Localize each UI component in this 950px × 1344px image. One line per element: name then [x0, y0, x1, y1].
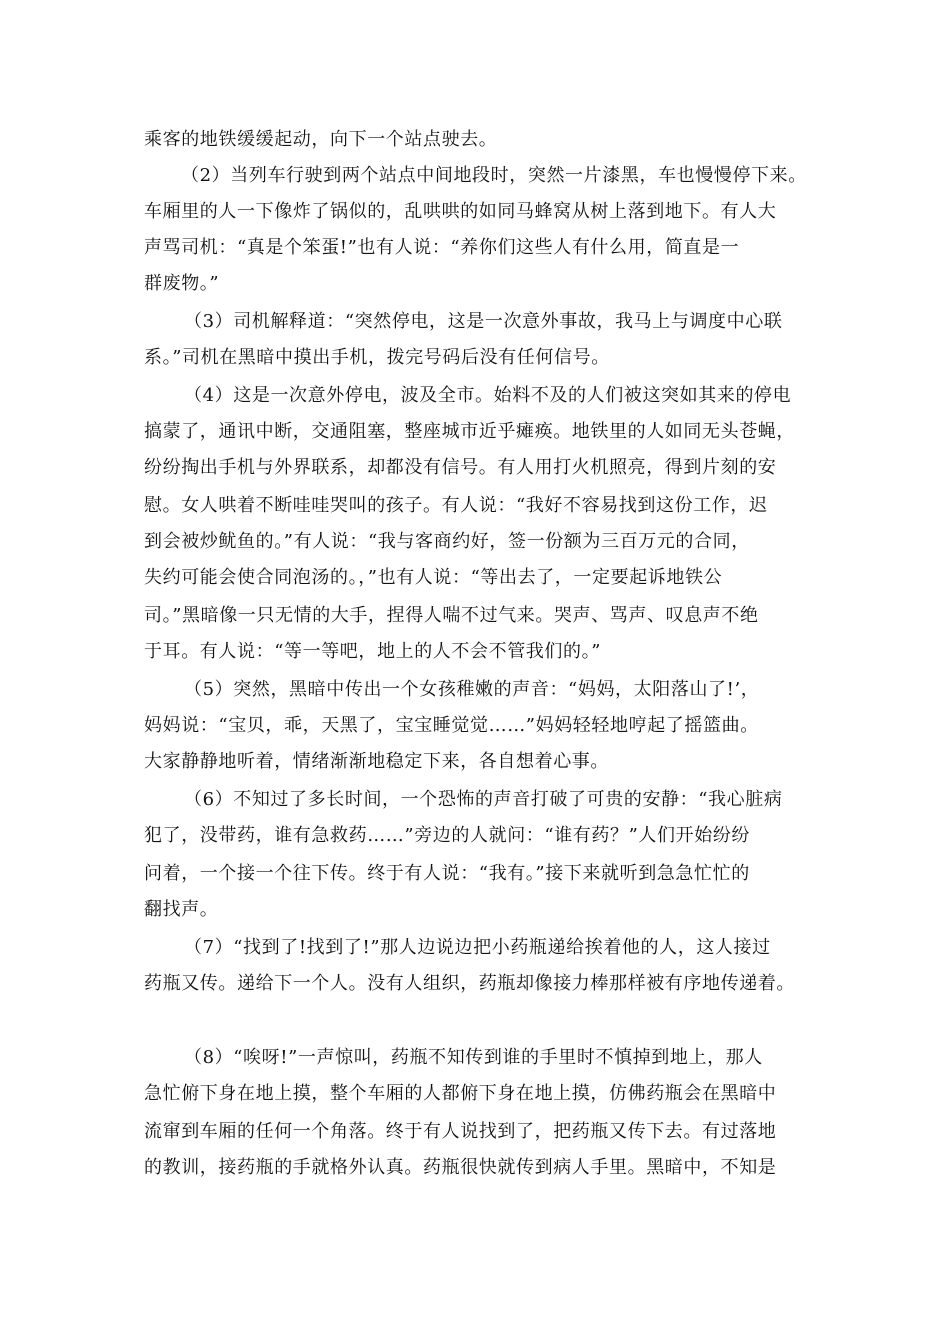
text-line: 司。”黑暗像一只无情的大手，捏得人喘不过气来。哭声、骂声、叹息声不绝 — [144, 605, 759, 626]
text-line: 系。”司机在黑暗中摸出手机，拨完号码后没有任何信号。 — [144, 347, 610, 368]
text-line: 流窜到车厢的任何一个角落。终于有人说找到了，把药瓶又传下去。有过落地 — [144, 1121, 777, 1142]
text-line: 乘客的地铁缓缓起动，向下一个站点驶去。 — [144, 129, 498, 150]
text-line: 急忙俯下身在地上摸，整个车厢的人都俯下身在地上摸，仿佛药瓶会在黑暗中 — [144, 1083, 777, 1104]
paragraph-2-first-line: （2）当列车行驶到两个站点中间地段时，突然一片漆黑，车也慢慢停下来。 — [181, 165, 807, 186]
paragraph-7-first-line: （7）“找到了!找到了!”那人边说边把小药瓶递给挨着他的人，这人接过 — [184, 937, 771, 958]
paragraph-3-first-line: （3）司机解释道：“突然停电，这是一次意外事故，我马上与调度中心联 — [184, 311, 783, 332]
paragraph-4-first-line: （4）这是一次意外停电，波及全市。始料不及的人们被这突如其来的停电 — [184, 385, 792, 406]
text-line: 的教训，接药瓶的手就格外认真。药瓶很快就传到病人手里。黑暗中，不知是 — [144, 1157, 777, 1178]
text-line: 药瓶又传。递给下一个人。没有人组织，药瓶却像接力棒那样被有序地传递着。 — [144, 973, 795, 994]
text-line: 群废物。” — [144, 273, 220, 294]
paragraph-6-first-line: （6）不知过了多长时间，一个恐怖的声音打破了可贵的安静：“我心脏病 — [184, 789, 783, 810]
text-line: 纷纷掏出手机与外界联系，却都没有信号。有人用打火机照亮，得到片刻的安 — [144, 457, 777, 478]
text-line: 车厢里的人一下像炸了锅似的，乱哄哄的如同马蜂窝从树上落到地下。有人大 — [144, 201, 777, 222]
text-line: 慰。女人哄着不断哇哇哭叫的孩子。有人说：“我好不容易找到这份工作，迟 — [144, 495, 768, 516]
text-line: 大家静静地听着，情绪渐渐地稳定下来，各自想着心事。 — [144, 751, 609, 772]
text-line: 问着，一个接一个往下传。终于有人说：“我有。”接下来就听到急急忙忙的 — [144, 863, 750, 884]
text-line: 犯了，没带药，谁有急救药……”旁边的人就问：“谁有药？”人们开始纷纷 — [144, 825, 751, 846]
text-line: 于耳。有人说：“等一等吧，地上的人不会不管我们的。” — [144, 641, 602, 662]
text-line: 搞蒙了，通讯中断，交通阻塞，整座城市近乎瘫痪。地铁里的人如同无头苍蝇， — [144, 421, 795, 442]
text-line: 到会被炒鱿鱼的。”有人说：“我与客商约好，签一份额为三百万元的合同， — [144, 531, 750, 552]
paragraph-5-first-line: （5）突然，黑暗中传出一个女孩稚嫩的声音：“妈妈，太阳落山了!’， — [184, 679, 760, 700]
text-line: 失约可能会使合同泡汤的。，”也有人说：“等出去了，一定要起诉地铁公 — [144, 567, 723, 588]
paragraph-8-first-line: （8）“唉呀!”一声惊叫，药瓶不知传到谁的手里时不慎掉到地上，那人 — [184, 1047, 763, 1068]
text-line: 妈妈说：“宝贝，乖，天黑了，宝宝睡觉觉……”妈妈轻轻地哼起了摇篮曲。 — [144, 715, 759, 736]
text-line: 声骂司机：“真是个笨蛋!”也有人说：“养你们这些人有什么用，简直是一 — [144, 237, 740, 258]
text-line: 翻找声。 — [144, 899, 219, 920]
